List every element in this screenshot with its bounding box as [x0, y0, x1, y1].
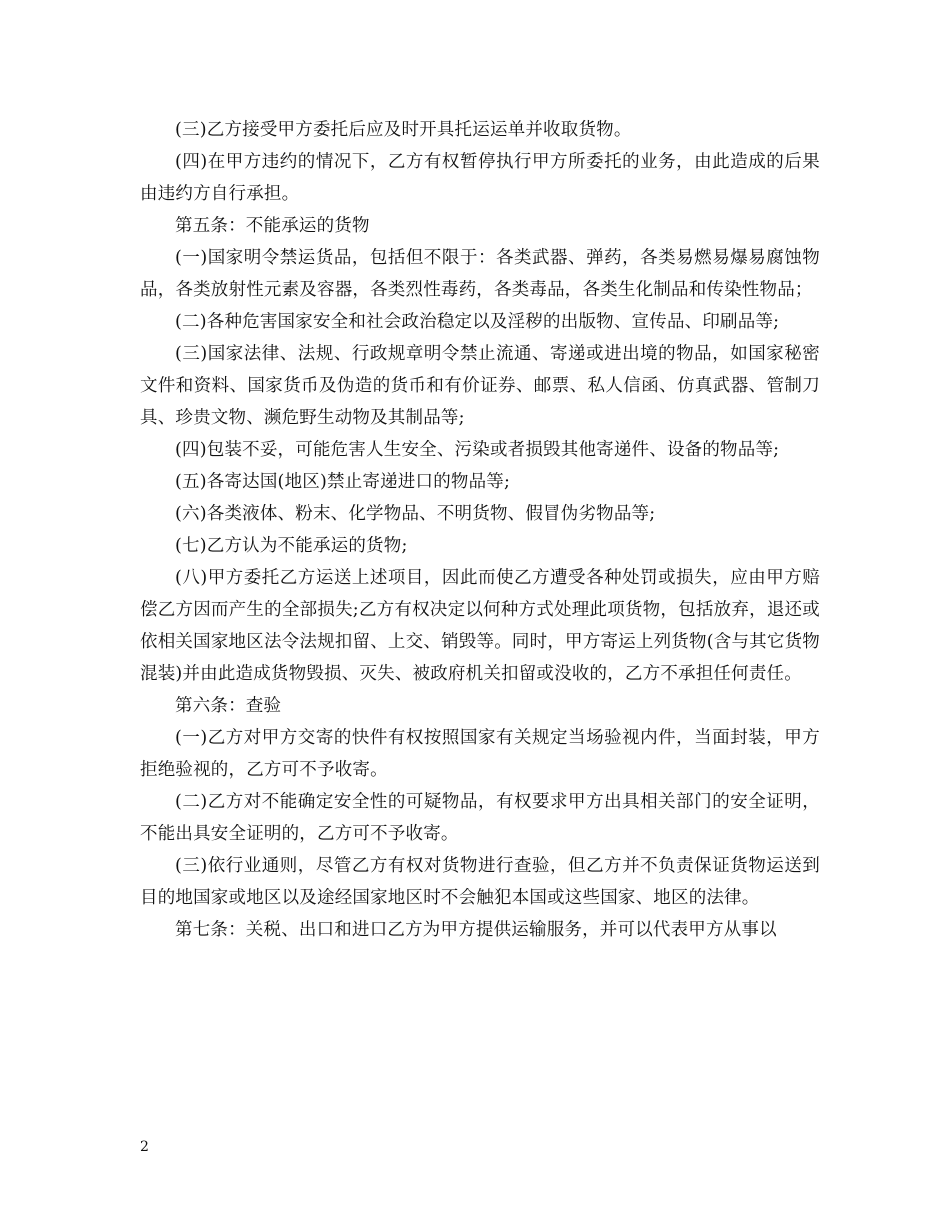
paragraph-clause-5-8: (八)甲方委托乙方运送上述项目，因此而使乙方遭受各种处罚或损失，应由甲方赔偿乙方因而产生的全部损失;乙方有权决定以何种方式处理此项货物，包括放弃，退还或依相关国家地区法令法规扣留、上交、销毁等。同时，甲方寄运上列货物(含与其它货物混装)并由此造成货物毁损、灭失、被政府机关扣留或没收的，乙方不承担任何责任。 — [140, 568, 820, 684]
heading-article-5: 第五条：不能承运的货物 — [175, 216, 370, 236]
paragraph-clause-5-5: (五)各寄达国(地区)禁止寄递进口的物品等; — [175, 472, 511, 492]
paragraph-clause-5-3: (三)国家法律、法规、行政规章明令禁止流通、寄递或进出境的物品，如国家秘密文件和资料、国家货币及伪造的货币和有价证券、邮票、私人信函、仿真武器、管制刀具、珍贵文物、濒危野生动物及其制品等; — [140, 344, 820, 428]
heading-article-6: 第六条：查验 — [175, 696, 282, 716]
document-body — [140, 114, 820, 946]
paragraph-clause-4-3: (三)乙方接受甲方委托后应及时开具托运运单并收取货物。 — [175, 120, 632, 140]
paragraph-clause-4-4: (四)在甲方违约的情况下，乙方有权暂停执行甲方所委托的业务，由此造成的后果由违约方自行承担。 — [140, 152, 820, 204]
paragraph-clause-5-1: (一)国家明令禁运货品，包括但不限于：各类武器、弹药，各类易燃易爆易腐蚀物品，各类放射性元素及容器，各类烈性毒药，各类毒品，各类生化制品和传染性物品； — [140, 248, 820, 300]
paragraph-clause-6-3: (三)依行业通则，尽管乙方有权对货物进行查验，但乙方并不负责保证货物运送到目的地国家或地区以及途经国家地区时不会触犯本国或这些国家、地区的法律。 — [140, 856, 820, 908]
paragraph-clause-5-4: (四)包装不妥，可能危害人生安全、污染或者损毁其他寄递件、设备的物品等; — [175, 440, 780, 460]
paragraph-clause-5-2: (二)各种危害国家安全和社会政治稳定以及淫秽的出版物、宣传品、印刷品等; — [175, 312, 780, 332]
page-number: 2 — [140, 1139, 149, 1155]
paragraph-clause-6-1: (一)乙方对甲方交寄的快件有权按照国家有关规定当场验视内件，当面封装，甲方拒绝验视的，乙方可不予收寄。 — [140, 728, 820, 780]
paragraph-clause-5-6: (六)各类液体、粉末、化学物品、不明货物、假冒伪劣物品等; — [175, 504, 656, 524]
heading-article-7: 第七条：关税、出口和进口乙方为甲方提供运输服务，并可以代表甲方从事以 — [175, 920, 777, 940]
paragraph-clause-5-7: (七)乙方认为不能承运的货物; — [175, 536, 408, 556]
paragraph-clause-6-2: (二)乙方对不能确定安全性的可疑物品，有权要求甲方出具相关部门的安全证明，不能出具安全证明的，乙方可不予收寄。 — [140, 792, 820, 844]
